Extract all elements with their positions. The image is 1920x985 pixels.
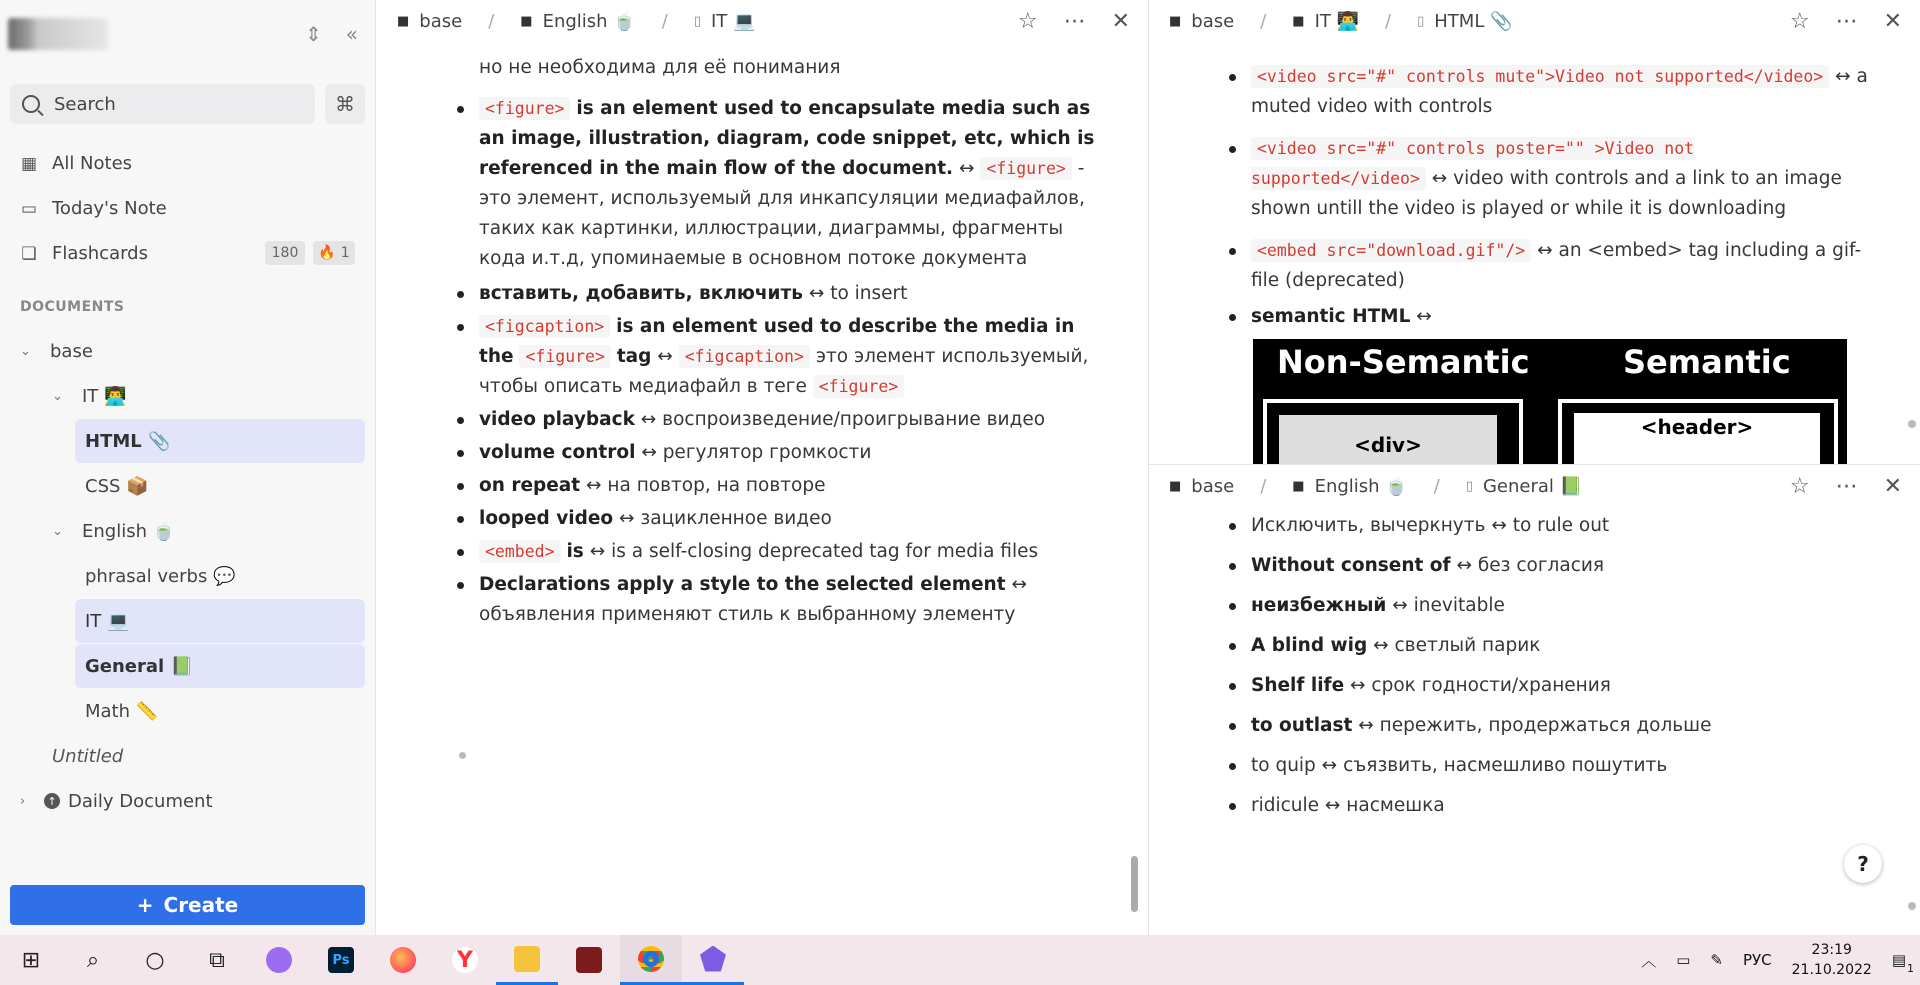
translation: ↔ пережить, продержаться дольше xyxy=(1358,715,1712,736)
translation: ↔ воспроизведение/проигрывание видео xyxy=(640,409,1046,430)
inline-code: <figure> xyxy=(479,97,570,120)
scroll-indicator[interactable] xyxy=(1908,420,1916,428)
empty-bullet[interactable] xyxy=(459,752,466,759)
note-list xyxy=(1229,511,1869,821)
inline-code: <embed> xyxy=(479,540,561,563)
term: Shelf life xyxy=(1251,675,1345,696)
list-item xyxy=(1229,671,1869,701)
create-label: Create xyxy=(163,893,239,917)
list-item xyxy=(457,405,1107,435)
term: semantic HTML xyxy=(1251,306,1411,327)
tree-label: HTML 📎 xyxy=(85,430,171,452)
arrow: ↔ xyxy=(657,346,673,367)
breadcrumb-separator: / xyxy=(1385,10,1392,32)
documents-section-label: DOCUMENTS xyxy=(20,299,125,315)
translation: ↔ зацикленное видео xyxy=(619,508,832,529)
tree-item-math[interactable] xyxy=(75,689,365,733)
term: to outlast xyxy=(1251,715,1353,736)
sidebar xyxy=(0,0,376,935)
translation: - это элемент, используемый для инкапсуляции медиафайлов, таких как картинки, иллюстрации, диаграммы, фрагменты кода и.т.д, упоминаемые в основном потоке документа xyxy=(479,158,1085,269)
tree-label: General 📗 xyxy=(85,655,193,677)
document-icon: ▯ xyxy=(1417,13,1425,29)
cortana-icon[interactable]: ○ xyxy=(145,947,165,973)
inline-code: <embed src="download.gif"/> xyxy=(1251,239,1531,262)
tree-label: phrasal verbs 💬 xyxy=(85,565,236,587)
nav-label: Today's Note xyxy=(52,198,167,219)
inline-code: <figure> xyxy=(519,345,610,368)
folder-icon: ■ xyxy=(1169,13,1182,29)
breadcrumb-item[interactable]: HTML 📎 xyxy=(1434,10,1513,32)
list-item xyxy=(1229,236,1869,296)
fire-icon: 🔥 xyxy=(318,245,336,261)
breadcrumb-item[interactable]: base xyxy=(419,10,463,32)
star-icon[interactable]: ☆ xyxy=(1789,8,1810,34)
breadcrumb xyxy=(397,11,755,32)
language-indicator[interactable]: РУС xyxy=(1742,951,1772,969)
windows-start-icon[interactable]: ⊞ xyxy=(21,947,41,973)
scrollbar-thumb[interactable] xyxy=(1131,856,1138,912)
tree-label: Untitled xyxy=(52,745,124,767)
breadcrumb-item[interactable]: base xyxy=(1191,475,1235,497)
image-right-frame xyxy=(1558,399,1838,464)
image-title-left: Non-Semantic xyxy=(1277,343,1530,381)
term: looped video xyxy=(479,508,614,529)
image-header-box: <header> xyxy=(1572,411,1822,464)
translation: ↔ без согласия xyxy=(1456,555,1605,576)
nav-label: All Notes xyxy=(52,153,133,174)
translation: ↔ an <embed> tag including a gif-file (deprecated) xyxy=(1251,240,1862,291)
term: Without consent of xyxy=(1251,555,1451,576)
list-item xyxy=(1229,302,1869,332)
firefox-icon[interactable] xyxy=(372,935,434,985)
breadcrumb-separator: / xyxy=(1433,475,1440,497)
arrow: ↔ xyxy=(958,158,975,179)
cards-icon: ❏ xyxy=(21,243,37,264)
list-item xyxy=(457,438,1107,468)
list-item xyxy=(1229,551,1869,581)
tree-label: IT 💻 xyxy=(85,610,130,632)
term: A blind wig xyxy=(1251,635,1368,656)
list-item xyxy=(1229,711,1869,741)
upload-circle-icon: ↑ xyxy=(44,793,60,809)
folder-icon: ■ xyxy=(1292,13,1305,29)
list-item xyxy=(1229,511,1869,541)
term: вставить, добавить, включить xyxy=(479,283,803,304)
list-item xyxy=(457,537,1107,567)
list-item xyxy=(457,570,1107,630)
system-tray xyxy=(1641,940,1920,980)
tree-label: Daily Document xyxy=(68,790,213,812)
inline-code: <figure> xyxy=(980,157,1071,180)
image-left-frame xyxy=(1263,399,1523,464)
taskbar xyxy=(0,935,1920,985)
collapse-sidebar-icon[interactable]: « xyxy=(345,22,358,46)
nav-flashcards[interactable] xyxy=(20,243,148,264)
translation: to quip ↔ съязвить, насмешливо пошутить xyxy=(1251,755,1668,776)
list-item xyxy=(457,312,1107,402)
arrow: ↔ xyxy=(1416,306,1432,327)
tree-item-base[interactable] xyxy=(20,329,365,373)
editor-pane-left xyxy=(377,0,1148,935)
tree-item-untitled[interactable] xyxy=(52,734,365,778)
chrome-icon[interactable] xyxy=(620,935,682,985)
breadcrumb-separator: / xyxy=(1260,475,1267,497)
star-icon[interactable]: ☆ xyxy=(1017,8,1038,34)
list-item xyxy=(1229,134,1869,224)
pane-header xyxy=(1149,0,1920,42)
pen-icon[interactable]: ✎ xyxy=(1710,951,1723,969)
breadcrumb-separator: / xyxy=(661,10,668,32)
more-icon[interactable]: ⋯ xyxy=(1063,8,1086,34)
note-list xyxy=(457,94,1107,630)
note-list xyxy=(1229,62,1869,332)
create-button[interactable] xyxy=(10,885,365,925)
list-item xyxy=(1229,791,1869,821)
tree-item-daily-document[interactable] xyxy=(20,779,365,823)
chevron-down-icon[interactable]: ⌄ xyxy=(52,523,63,539)
more-icon[interactable]: ⋯ xyxy=(1835,8,1858,34)
breadcrumb-item[interactable]: English 🍵 xyxy=(1314,475,1408,497)
breadcrumb xyxy=(1169,11,1513,32)
term: is xyxy=(566,541,584,562)
translation: ↔ is a self-closing deprecated tag for media files xyxy=(589,541,1039,562)
clock[interactable] xyxy=(1792,940,1872,980)
star-icon[interactable]: ☆ xyxy=(1789,473,1810,499)
list-item xyxy=(1229,751,1869,781)
translation: ↔ video with controls and a link to an image shown untill the video is played or while it is downloading xyxy=(1251,168,1842,219)
breadcrumb-item[interactable]: base xyxy=(1191,10,1235,32)
translation: ↔ на повтор, на повторе xyxy=(586,475,826,496)
list-item xyxy=(1229,62,1869,122)
notification-icon[interactable]: ▤ 1 xyxy=(1891,951,1914,975)
tree-label: Math 📏 xyxy=(85,700,159,722)
tree-item-general[interactable] xyxy=(75,644,365,688)
list-item xyxy=(457,94,1107,274)
tree-item-english[interactable] xyxy=(52,509,365,553)
translation: это элемент используемый, чтобы описать медиафайл в теге xyxy=(479,346,1089,397)
breadcrumb-separator: / xyxy=(1260,10,1267,32)
due-count: 1 xyxy=(340,245,350,261)
translation: ↔ to insert xyxy=(808,283,908,304)
close-icon[interactable]: ✕ xyxy=(1111,8,1130,34)
photoshop-icon[interactable]: Ps xyxy=(310,935,372,985)
help-button[interactable]: ? xyxy=(1844,845,1882,883)
chevron-down-icon[interactable]: ⌄ xyxy=(52,388,63,404)
breadcrumb-separator: / xyxy=(488,10,495,32)
breadcrumb-item[interactable]: English 🍵 xyxy=(542,10,636,32)
search-icon[interactable]: ⌕ xyxy=(86,947,100,973)
clock-time: 23:19 xyxy=(1811,942,1852,958)
folder-icon: ■ xyxy=(1169,478,1182,494)
translation: ↔ объявления применяют стиль к выбранному элементу xyxy=(479,574,1027,625)
translation: ↔ a muted video with controls xyxy=(1251,66,1868,117)
translation: ↔ inevitable xyxy=(1392,595,1505,616)
tree-label: IT 👨‍💻 xyxy=(82,385,127,407)
workspace-avatar[interactable] xyxy=(8,18,108,50)
more-icon[interactable]: ⋯ xyxy=(1835,473,1858,499)
command-palette-button[interactable]: ⌘ xyxy=(325,84,365,124)
chevron-right-icon[interactable]: › xyxy=(20,793,26,809)
chevron-down-icon[interactable]: ⌄ xyxy=(20,343,31,359)
folder-icon: ■ xyxy=(520,13,533,29)
image-title-right: Semantic xyxy=(1623,343,1791,381)
image-div-box: <div> xyxy=(1277,413,1499,464)
pane-header xyxy=(1149,465,1920,507)
pane-header xyxy=(377,0,1148,42)
task-view-icon[interactable]: ⧉ xyxy=(209,947,225,973)
obsidian-icon[interactable] xyxy=(682,935,744,985)
grid-icon: ▦ xyxy=(20,153,38,174)
document-icon: ▯ xyxy=(693,13,701,29)
search-label: Search xyxy=(54,93,116,115)
folder-icon: ■ xyxy=(397,13,410,29)
workspace-switcher[interactable] xyxy=(8,14,368,54)
chevron-up-icon[interactable]: ︿ xyxy=(1641,951,1657,970)
nav-all-notes[interactable] xyxy=(20,153,132,174)
translation: ↔ регулятор громкости xyxy=(641,442,872,463)
list-item xyxy=(457,471,1107,501)
list-item xyxy=(1229,631,1869,661)
tree-item-html[interactable] xyxy=(75,419,365,463)
translation: Исключить, вычеркнуть ↔ to rule out xyxy=(1251,515,1610,536)
term: on repeat xyxy=(479,475,581,496)
semantic-html-image[interactable] xyxy=(1253,339,1847,464)
inline-code: <video src="#" controls poster="" >Video not supported</video> xyxy=(1251,139,1695,188)
file-explorer-icon[interactable] xyxy=(496,935,558,985)
flashcards-count-badge: 180 xyxy=(265,241,305,265)
term: is an element used to describe the media in the xyxy=(479,316,1075,367)
term: video playback xyxy=(479,409,635,430)
tree-item-css[interactable] xyxy=(75,464,365,508)
breadcrumb-item[interactable]: IT 👨‍💻 xyxy=(1314,10,1360,32)
plus-icon: + xyxy=(136,893,154,917)
breadcrumb-item[interactable]: IT 💻 xyxy=(710,10,756,32)
search-icon xyxy=(22,95,40,113)
tree-label: English 🍵 xyxy=(82,520,176,542)
alice-assistant-icon[interactable] xyxy=(248,935,310,985)
term: неизбежный xyxy=(1251,595,1387,616)
translation: ↔ срок годности/хранения xyxy=(1350,675,1611,696)
list-item xyxy=(1229,591,1869,621)
breadcrumb xyxy=(1169,476,1582,497)
inline-code: <video src="#" controls mute">Video not supported</video> xyxy=(1251,65,1829,88)
nav-todays-note[interactable] xyxy=(20,198,167,219)
inline-code: <figcaption> xyxy=(479,315,610,338)
list-item xyxy=(457,504,1107,534)
notification-count: 1 xyxy=(1907,962,1914,975)
scroll-indicator[interactable] xyxy=(1908,902,1916,910)
tree-label: base xyxy=(50,340,93,362)
translation: ridicule ↔ насмешка xyxy=(1251,795,1445,816)
nav-label: Flashcards xyxy=(52,243,148,264)
term: volume control xyxy=(479,442,636,463)
close-icon[interactable]: ✕ xyxy=(1883,8,1902,34)
tree-label: CSS 📦 xyxy=(85,475,149,497)
term: is an element used to encapsulate media such as an image, illustration, diagram, code snippet, etc, which is referenced in the main flow of the document. xyxy=(479,98,1095,179)
clock-date: 21.10.2022 xyxy=(1791,962,1872,978)
game-app-icon[interactable] xyxy=(558,935,620,985)
flashcards-due-badge xyxy=(313,241,355,265)
inline-code: <figure> xyxy=(813,375,904,398)
tree-item-phrasal-verbs[interactable] xyxy=(75,554,365,598)
folder-icon: ■ xyxy=(1292,478,1305,494)
term: tag xyxy=(616,346,652,367)
list-item xyxy=(457,279,1107,309)
tree-item-it-english[interactable] xyxy=(75,599,365,643)
battery-icon[interactable]: ▭ xyxy=(1676,951,1691,969)
yandex-browser-icon[interactable]: Y xyxy=(434,935,496,985)
editor-pane-bottom-right xyxy=(1149,465,1920,935)
fragment-text: но не необходима для её понимания xyxy=(479,57,841,78)
term: Declarations apply a style to the selected element xyxy=(479,574,1006,595)
inline-code: <figcaption> xyxy=(679,345,810,368)
search-input[interactable] xyxy=(10,84,315,124)
tree-item-it[interactable] xyxy=(52,374,365,418)
expand-collapse-icon[interactable]: ⇕ xyxy=(304,22,322,46)
calendar-icon: ▭ xyxy=(20,198,38,219)
document-icon: ▯ xyxy=(1465,478,1473,494)
close-icon[interactable]: ✕ xyxy=(1883,473,1902,499)
translation: ↔ светлый парик xyxy=(1373,635,1541,656)
breadcrumb-item[interactable]: General 📗 xyxy=(1482,475,1583,497)
